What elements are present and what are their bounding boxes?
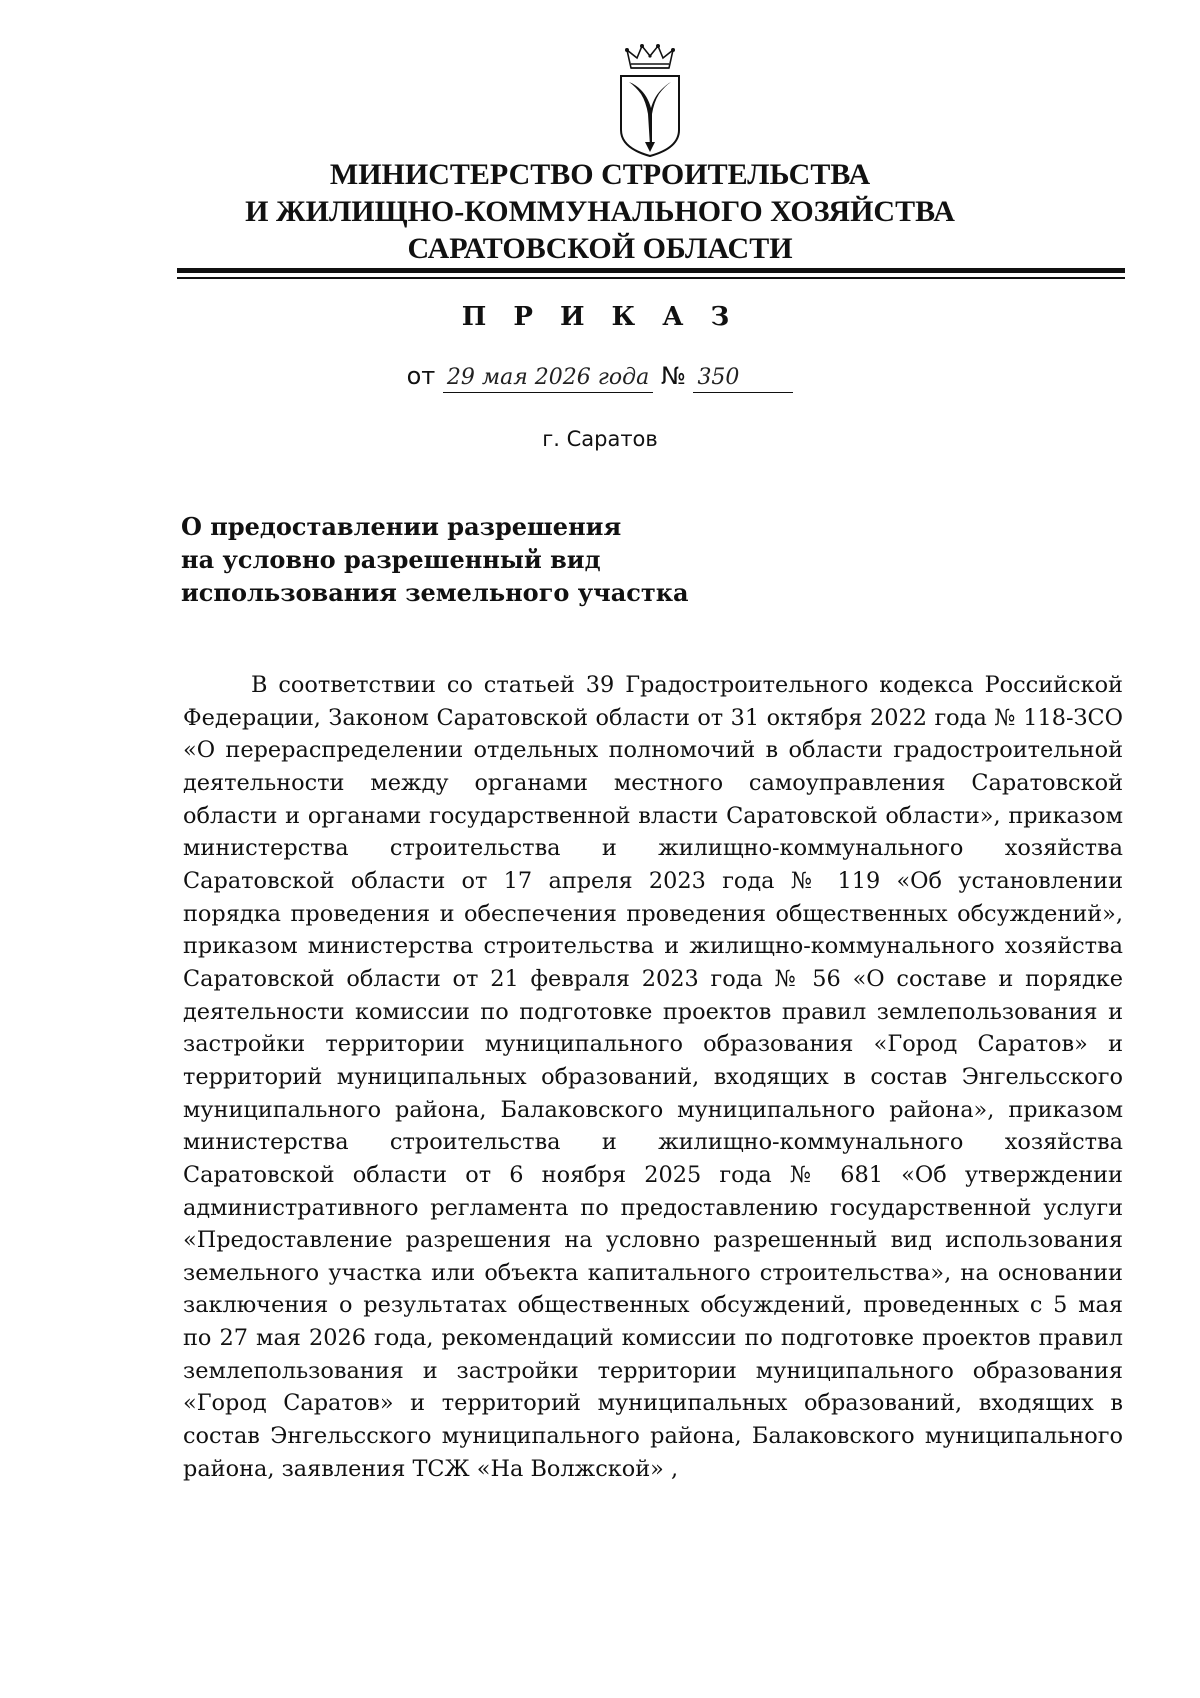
date-prefix: от <box>406 362 436 390</box>
document-type-title: П Р И К А З <box>461 302 739 332</box>
number-prefix: № <box>660 362 686 390</box>
ministry-name-line-1: МИНИСТЕРСТВО СТРОИТЕЛЬСТВА <box>329 158 871 191</box>
subject-line-1: О предоставлении разрешения <box>181 512 622 541</box>
coat-of-arms-emblem <box>615 42 685 158</box>
ministry-name-line-3: САРАТОВСКОЙ ОБЛАСТИ <box>407 232 793 265</box>
date-number-line <box>0 362 1200 393</box>
subject-line-2: на условно разрешенный вид <box>181 545 601 574</box>
ministry-name-line-2: И ЖИЛИЩНО-КОММУНАЛЬНОГО ХОЗЯЙСТВА <box>245 195 955 228</box>
city-label: г. Саратов <box>542 427 658 451</box>
handwritten-number: 350 <box>693 364 793 393</box>
order-subject <box>181 510 689 609</box>
ministry-name <box>0 156 1200 267</box>
header-divider-thick <box>177 268 1125 273</box>
subject-line-3: использования земельного участка <box>181 578 689 607</box>
handwritten-date: 29 мая 2026 года <box>443 364 653 393</box>
header-divider-thin <box>177 277 1125 279</box>
body-paragraph: В соответствии со статьей 39 Градостроительного кодекса Российской Федерации, Законом Саратовской области от 31 октября 2022 года № 118-ЗСО «О перераспределении отдельных полномочий в области градостроительной деятельности между органами местного самоуправления Саратовской области и органами государственной власти Саратовской области», приказом министерства строительства и жилищно-коммунального хозяйства Саратовской области от 17 апреля 2023 года № 119 «Об установлении порядка проведения и обеспечения проведения общественных обсуждений», приказом министерства строительства и жилищно-коммунального хозяйства Саратовской области от 21 февраля 2023 года № 56 «О составе и порядке деятельности комиссии по подготовке проектов правил землепользования и застройки территории муниципального образования «Город Саратов» и территорий муниципальных образований, входящих в состав Энгельсского муниципального района, Балаковского муниципального района», приказом министерства строительства и жилищно-коммунального хозяйства Саратовской области от 6 ноября 2025 года № 681 «Об утверждении административного регламента по предоставлению государственной услуги «Предоставление разрешения на условно разрешенный вид использования земельного участка или объекта капитального строительства», на основании заключения о результатах общественных обсуждений, проведенных с 5 мая по 27 мая 2026 года, рекомендаций комиссии по подготовке проектов правил землепользования и застройки территории муниципального образования «Город Саратов» и территорий муниципальных образований, входящих в состав Энгельсского муниципального района, Балаковского муниципального района, заявления ТСЖ «На Волжской» , <box>183 672 1123 1482</box>
